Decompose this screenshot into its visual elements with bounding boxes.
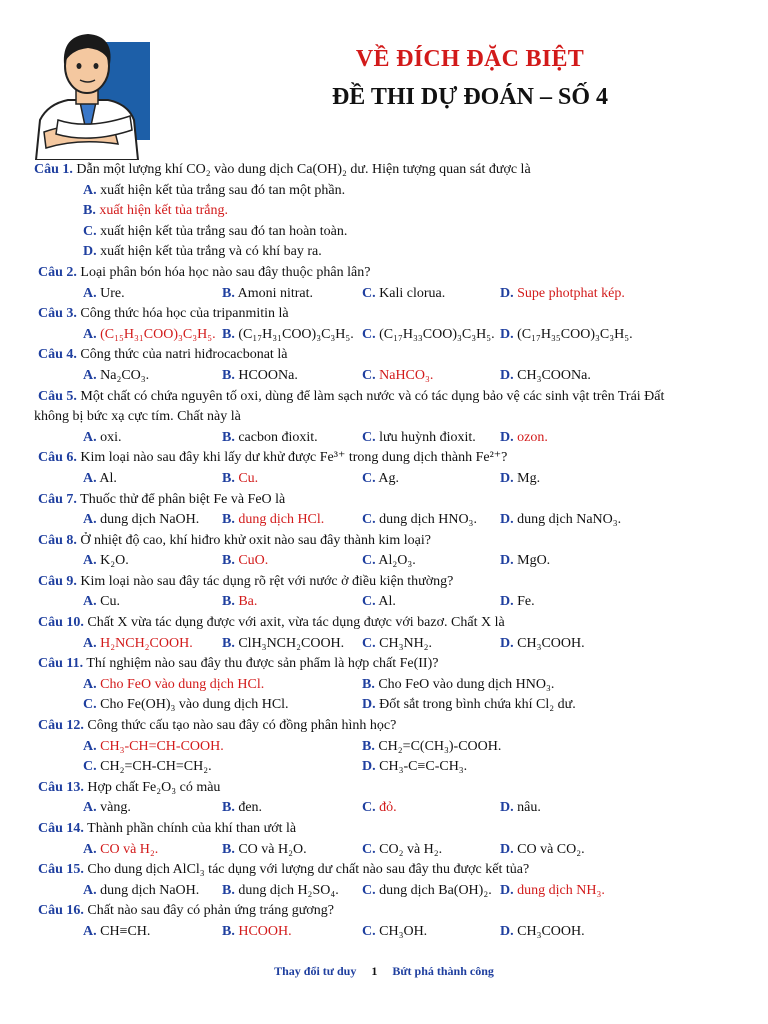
option-b[interactable]: B. cacbon đioxit. [222, 429, 318, 445]
option-a-correct[interactable]: A. Cho FeO vào dung dịch HCl. [83, 676, 265, 692]
options-row [0, 798, 768, 819]
option-a-correct[interactable]: A. CH₃-CH=CH-COOH. [83, 738, 224, 754]
page-title: VỀ ĐÍCH ĐẶC BIỆT [355, 46, 585, 72]
question-text: Hợp chất Fe₂O₃ có màu [87, 779, 221, 795]
question-16 [0, 901, 768, 922]
question-6 [0, 448, 768, 469]
option-c[interactable]: C. CH₂=CH-CH=CH₂. [83, 759, 212, 775]
page-subtitle: ĐỀ THI DỰ ĐOÁN – SỐ 4 [331, 84, 609, 110]
options-row [0, 634, 768, 655]
question-3 [0, 304, 768, 325]
question-2 [0, 263, 768, 284]
question-number: Câu 5. [38, 388, 77, 404]
option-d-correct[interactable]: D. dung dịch NH₃. [500, 882, 605, 898]
option-b[interactable]: B. ClH₃NCH₂COOH. [222, 635, 345, 651]
question-number: Câu 14. [38, 821, 84, 836]
question-text: Loại phân bón hóa học nào sau đây thuộc phân lân? [80, 264, 371, 280]
question-text: Chất X vừa tác dụng được với axit, vừa tác dụng được với bazơ. Chất X là [87, 615, 505, 631]
option-a[interactable]: A. vàng. [83, 800, 131, 816]
option-d[interactable]: D. dung dịch NaNO₃. [500, 512, 622, 528]
option-c[interactable]: C. dung dịch HNO₃. [362, 512, 477, 528]
question-list [0, 160, 768, 943]
options-row [0, 510, 768, 531]
option-d[interactable]: D. CH₃COONa. [500, 367, 591, 383]
question-number: Câu 13. [38, 779, 84, 795]
question-text-continued: không bị bức xạ cực tím. Chất này là [34, 409, 241, 425]
question-number: Câu 2. [38, 264, 77, 280]
question-11 [0, 654, 768, 675]
option-c[interactable]: C. Cho Fe(OH)₃ vào dung dịch HCl. [83, 697, 289, 713]
option-label: B. [83, 203, 96, 219]
option-d[interactable]: D. CH₃COOH. [500, 635, 585, 651]
question-number: Câu 7. [38, 491, 77, 507]
option-b[interactable]: B. Amoni nitrat. [222, 285, 314, 301]
option-b-correct[interactable]: B. HCOOH. [222, 923, 292, 939]
option-c[interactable]: C. Kali clorua. [362, 285, 446, 301]
question-15 [0, 860, 768, 881]
page-footer [0, 964, 768, 979]
question-number: Câu 3. [38, 306, 77, 322]
footer-slogan-left: Thay đổi tư duy [274, 964, 357, 978]
option-d-correct[interactable]: D. Supe photphat kép. [500, 285, 625, 301]
question-12 [0, 716, 768, 737]
option-text: xuất hiện kết tủa trắng sau đó tan một phần. [100, 182, 346, 198]
question-13 [0, 778, 768, 799]
option-text: xuất hiện kết tủa trắng. [99, 203, 229, 219]
option-b-correct[interactable]: B. dung dịch HCl. [222, 512, 325, 528]
option-d[interactable]: D. (C₁₇H₃₅COO)₃C₃H₅. [500, 326, 633, 342]
question-4 [0, 345, 768, 366]
question-number: Câu 15. [38, 862, 84, 878]
option-label: C. [83, 223, 97, 239]
option-label: D. [83, 244, 97, 260]
option-text: xuất hiện kết tủa trắng sau đó tan hoàn toàn. [100, 223, 348, 239]
options-row [0, 428, 768, 449]
option-d[interactable]: D. Đốt sắt trong bình chứa khí Cl₂ dư. [362, 697, 576, 713]
option-b-correct[interactable]: B. Cu. [222, 470, 259, 486]
option-d[interactable]: D. MgO. [500, 553, 551, 569]
options-row [0, 284, 768, 305]
option-c[interactable]: C. Ag. [362, 470, 399, 486]
question-text: Công thức hóa học của tripanmitin là [80, 306, 289, 322]
question-number: Câu 4. [38, 347, 77, 363]
option-a[interactable]: A. Na₂CO₃. [83, 367, 150, 383]
question-text: Kim loại nào sau đây tác dụng rõ rệt với nước ở điều kiện thường? [80, 573, 454, 589]
question-number: Câu 16. [38, 903, 84, 919]
options-row [0, 922, 768, 943]
question-text: Công thức của natri hiđrocacbonat là [80, 347, 288, 363]
option-c[interactable]: C. lưu huỳnh đioxit. [362, 429, 476, 445]
option-a[interactable]: A. oxi. [83, 429, 122, 445]
question-number: Câu 1. [34, 162, 73, 177]
question-text: Ở nhiệt độ cao, khí hiđro khử oxit nào sau đây thành kim loại? [80, 532, 431, 548]
option-b-correct[interactable]: B. Ba. [222, 594, 258, 610]
option-text: xuất hiện kết tủa trắng và có khí bay ra. [100, 244, 322, 260]
option-a[interactable]: A. dung dịch NaOH. [83, 882, 200, 898]
option-a[interactable]: A. Al. [83, 470, 117, 486]
question-number: Câu 8. [38, 532, 77, 548]
option-label: A. [83, 182, 97, 198]
question-number: Câu 9. [38, 573, 77, 589]
option-c[interactable]: C. CO₂ và H₂. [362, 841, 443, 857]
question-14 [0, 819, 768, 840]
option-a-correct[interactable]: A. (C₁₅H₃₁COO)₃C₃H₅. [83, 326, 216, 342]
option-c[interactable]: C. (C₁₇H₃₃COO)₃C₃H₅. [362, 326, 495, 342]
option-c[interactable]: C. Al₂O₃. [362, 553, 416, 569]
option-a[interactable]: A. Ure. [83, 285, 125, 301]
answer-option-correct[interactable] [0, 201, 768, 222]
option-c-correct[interactable]: C. NaHCO₃. [362, 367, 434, 383]
options-row [0, 737, 768, 758]
option-a-correct[interactable]: A. H₂NCH₂COOH. [83, 635, 193, 651]
option-b[interactable]: B. CO và H₂O. [222, 841, 307, 857]
question-number: Câu 6. [38, 450, 77, 466]
option-a-correct[interactable]: A. CO và H₂. [83, 841, 159, 857]
question-9 [0, 572, 768, 593]
question-text: Thí nghiệm nào sau đây thu được sản phẩm là hợp chất Fe(II)? [86, 656, 439, 672]
options-row [0, 325, 768, 346]
option-b[interactable]: B. đen. [222, 800, 263, 816]
option-c[interactable]: C. dung dịch Ba(OH)₂. [362, 882, 492, 898]
question-8 [0, 531, 768, 552]
options-row [0, 469, 768, 490]
question-text: Công thức cấu tạo nào sau đây có đồng phân hình học? [87, 718, 397, 734]
options-row [0, 881, 768, 902]
question-text: Thành phần chính của khí than ướt là [87, 821, 297, 836]
option-d[interactable]: D. CH₃-C≡C-CH₃. [362, 759, 468, 775]
option-c-correct[interactable]: C. đỏ. [362, 800, 397, 816]
question-10 [0, 613, 768, 634]
question-7 [0, 490, 768, 511]
option-a[interactable]: A. Cu. [83, 594, 120, 610]
option-d-correct[interactable]: D. ozon. [500, 429, 548, 445]
options-row [0, 551, 768, 572]
option-c[interactable]: C. CH₃NH₂. [362, 635, 433, 651]
options-row [0, 695, 768, 716]
answer-option[interactable] [0, 242, 768, 263]
option-d[interactable]: D. Fe. [500, 594, 535, 610]
option-d[interactable]: D. Mg. [500, 470, 541, 486]
option-b[interactable]: B. HCOONa. [222, 367, 298, 383]
option-d[interactable]: D. CO và CO₂. [500, 841, 585, 857]
option-a[interactable]: A. K₂O. [83, 553, 129, 569]
options-row [0, 757, 768, 778]
footer-slogan-right: Bứt phá thành công [392, 964, 494, 978]
option-b-correct[interactable]: B. CuO. [222, 553, 269, 569]
options-row [0, 592, 768, 613]
option-b[interactable]: B. Cho FeO vào dung dịch HNO₃. [362, 676, 555, 692]
question-text: Một chất có chứa nguyên tố oxi, dùng để làm sạch nước và có tác dụng bảo vệ các sinh vật trên Trái Đất [80, 388, 665, 404]
option-b[interactable]: B. dung dịch H₂SO₄. [222, 882, 339, 898]
answer-option[interactable] [0, 181, 768, 202]
question-number: Câu 12. [38, 718, 84, 734]
question-text: Kim loại nào sau đây khi lấy dư khử được Fe³⁺ trong dung dịch thành Fe²⁺? [80, 450, 508, 466]
option-b[interactable]: B. CH₂=C(CH₃)-COOH. [362, 738, 502, 754]
option-c[interactable]: C. CH₃OH. [362, 923, 428, 939]
question-text: Dẫn một lượng khí CO₂ vào dung dịch Ca(OH)₂ dư. Hiện tượng quan sát được là [76, 162, 531, 177]
options-row [0, 675, 768, 696]
option-d[interactable]: D. nâu. [500, 800, 541, 816]
question-number: Câu 10. [38, 615, 84, 631]
teacher-avatar [18, 20, 158, 160]
page-number: 1 [371, 964, 378, 978]
option-a[interactable]: A. CH≡CH. [83, 923, 151, 939]
question-text: Thuốc thử để phân biệt Fe và FeO là [80, 491, 286, 507]
question-5 [0, 387, 768, 408]
option-a[interactable]: A. dung dịch NaOH. [83, 512, 200, 528]
option-d[interactable]: D. CH₃COOH. [500, 923, 585, 939]
option-b[interactable]: B. (C₁₇H₃₁COO)₃C₃H₅. [222, 326, 354, 342]
question-text: Cho dung dịch AlCl₃ tác dụng với lượng dư chất nào sau đây thu được kết tủa? [87, 862, 530, 878]
answer-option[interactable] [0, 222, 768, 243]
options-row [0, 366, 768, 387]
question-text: Chất nào sau đây có phản ứng tráng gương? [87, 903, 334, 919]
question-number: Câu 11. [38, 656, 84, 672]
question-1 [0, 160, 768, 181]
options-row [0, 840, 768, 861]
option-c[interactable]: C. Al. [362, 594, 396, 610]
